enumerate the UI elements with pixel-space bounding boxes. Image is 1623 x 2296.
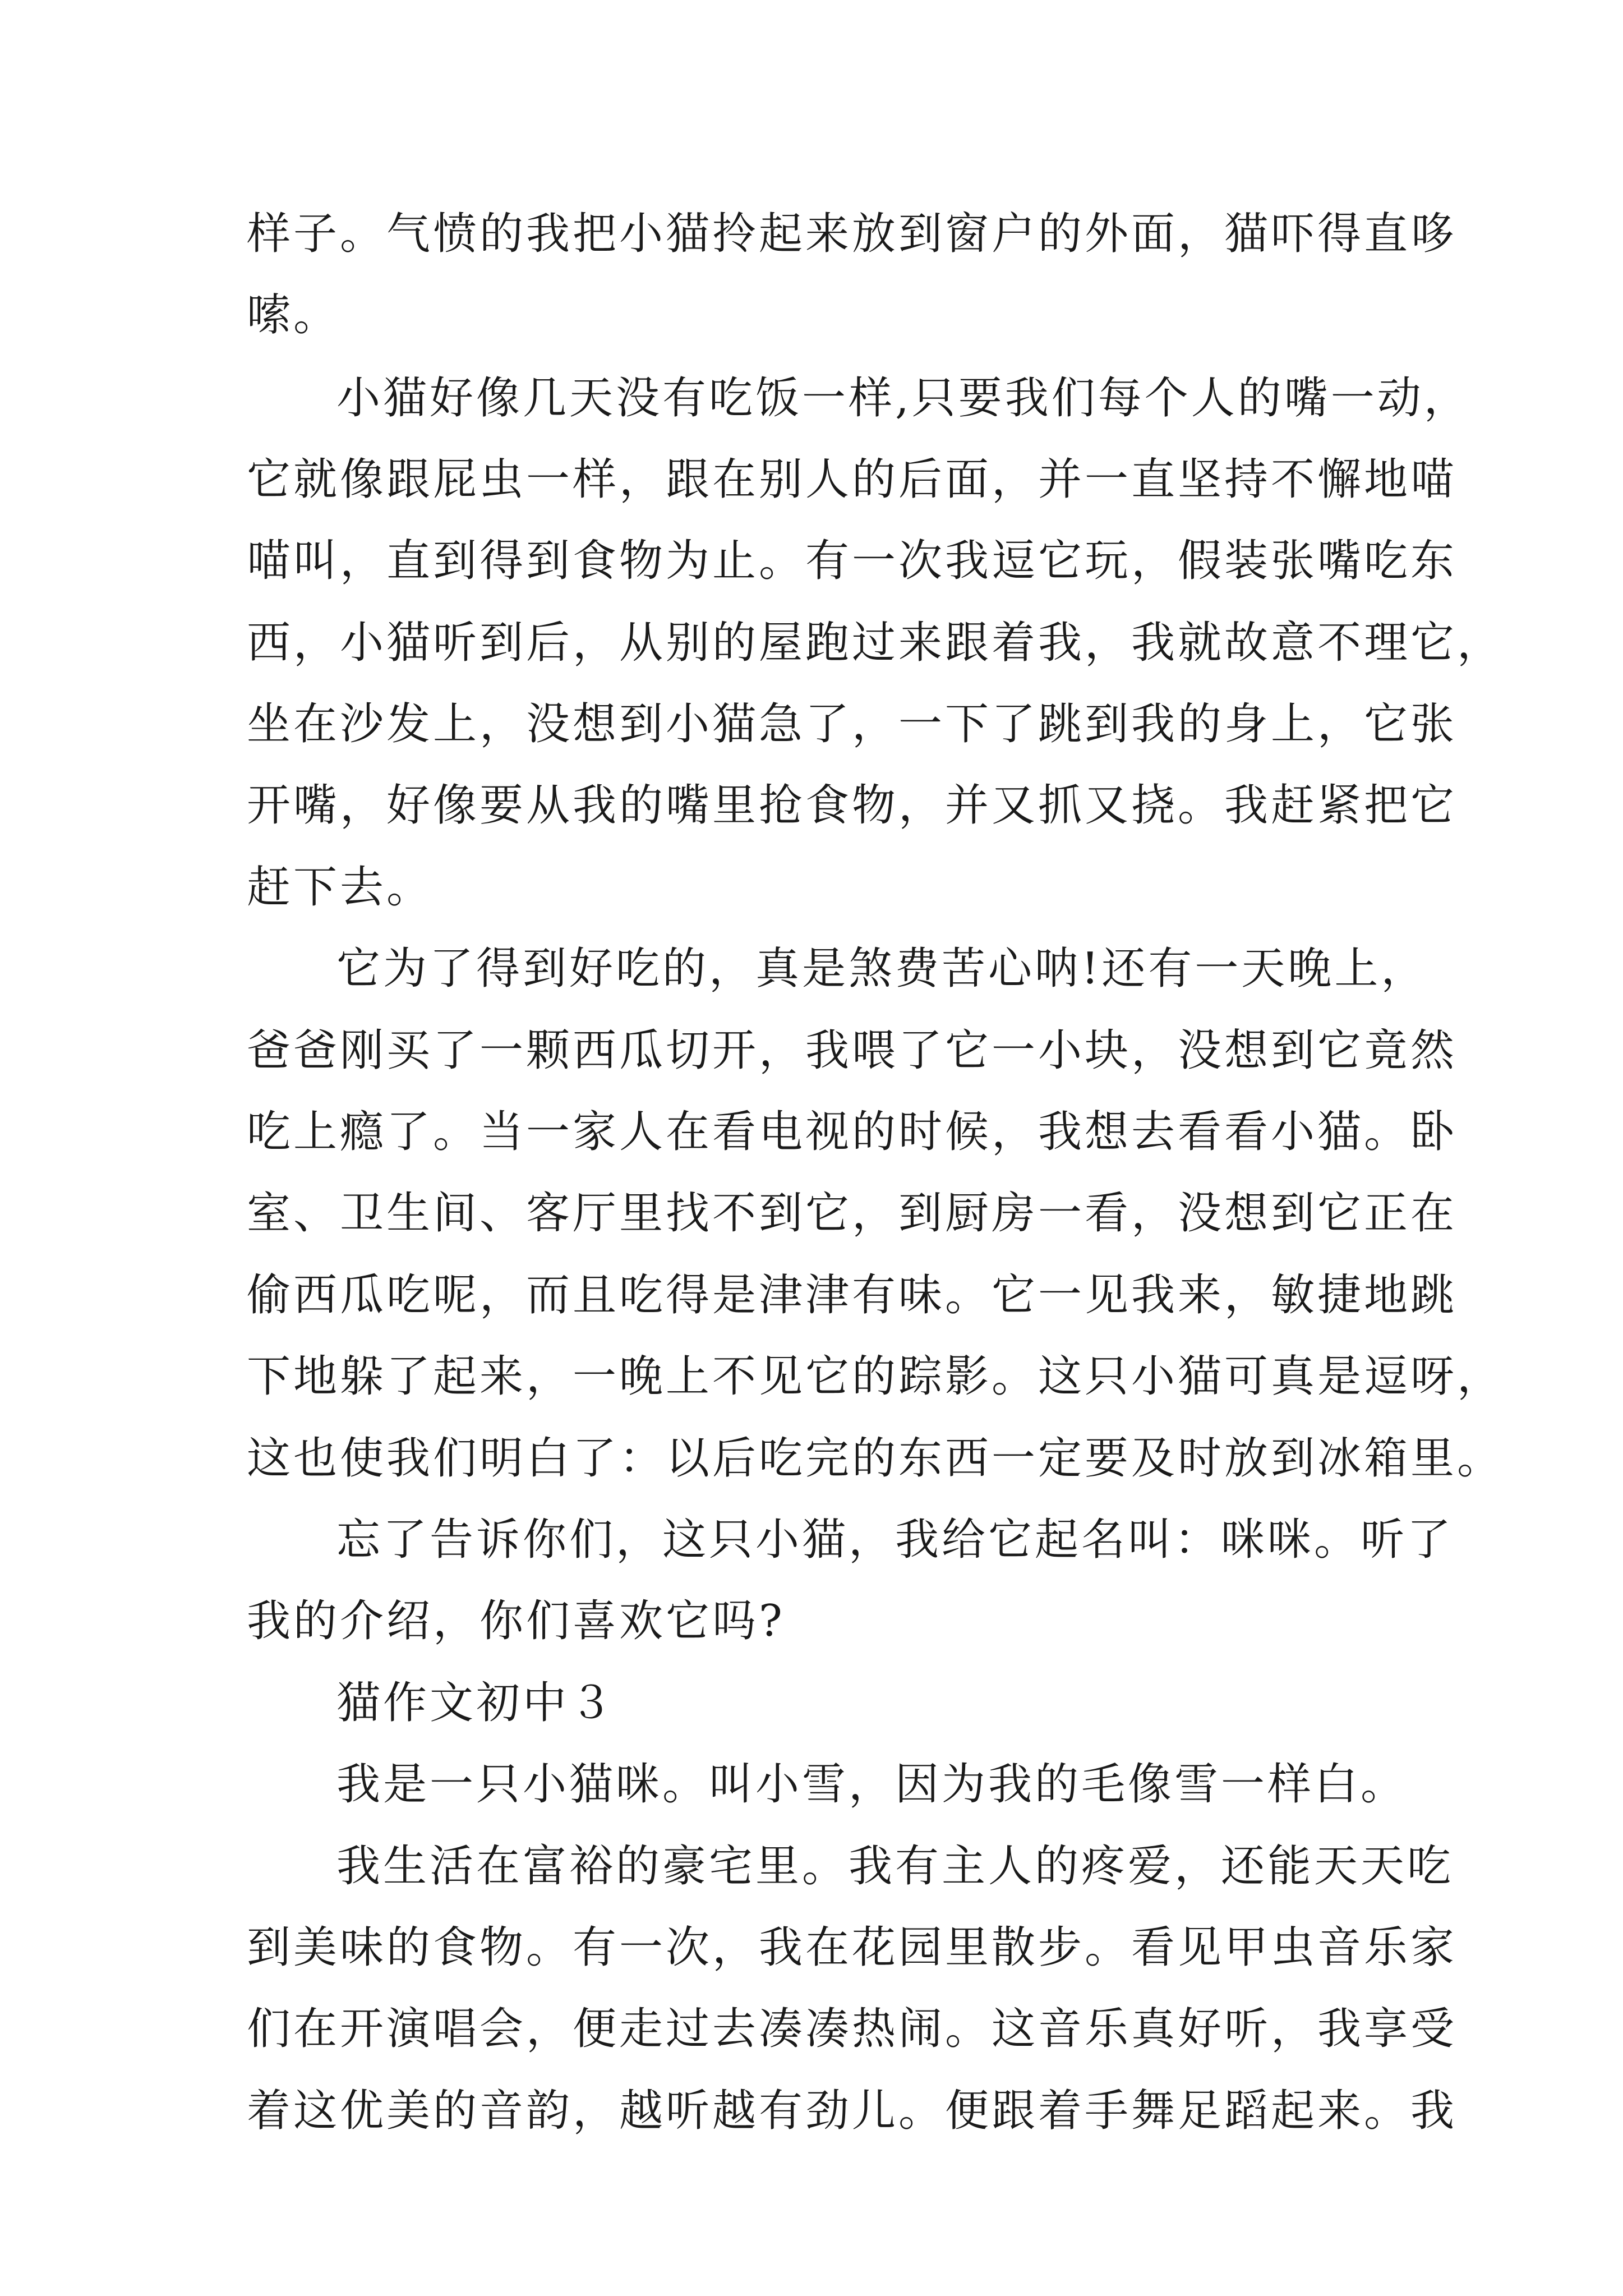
paragraph-start-line: 它为了得到好吃的，真是煞费苦心呐!还有一天晚上， [336,944,1428,994]
section-heading: 猫作文初中３ [336,1678,616,1728]
paragraph-start-line: 我是一只小猫咪。叫小雪，因为我的毛像雪一样白。 [336,1759,1408,1810]
paragraph-start-line: 忘了告诉你们，这只小猫，我给它起名叫：咪咪。听了 [336,1515,1454,1565]
text-line: 它就像跟屁虫一样，跟在别人的后面，并一直坚持不懈地喵 [247,454,1458,505]
text-line: 着这优美的音韵，越听越有劲儿。便跟着手舞足蹈起来。我 [247,2086,1458,2136]
text-line: 吃上瘾了。当一家人在看电视的时候，我想去看看小猫。卧 [247,1107,1458,1157]
text-line: 西，小猫听到后，从别的屋跑过来跟着我，我就故意不理它， [247,618,1504,668]
text-line: 样子。气愤的我把小猫拎起来放到窗户的外面，猫吓得直哆 [247,209,1458,259]
text-line: 喵叫，直到得到食物为止。有一次我逗它玩，假装张嘴吃东 [247,536,1458,586]
text-line: 坐在沙发上，没想到小猫急了，一下了跳到我的身上，它张 [247,699,1458,749]
text-line: 我的介绍，你们喜欢它吗? [247,1596,785,1646]
text-line: 室、卫生间、客厅里找不到它，到厨房一看，没想到它正在 [247,1188,1458,1239]
paragraph-start-line: 我生活在富裕的豪宅里。我有主人的疼爱，还能天天吃 [336,1841,1454,1892]
text-line: 嗦。 [247,290,340,341]
text-line: 这也使我们明白了：以后吃完的东西一定要及时放到冰箱里。 [247,1433,1504,1484]
text-line: 偷西瓜吃呢，而且吃得是津津有味。它一见我来，敏捷地跳 [247,1270,1458,1320]
text-line: 到美味的食物。有一次，我在花园里散步。看见甲虫音乐家 [247,1922,1458,1973]
text-line: 们在开演唱会，便走过去凑凑热闹。这音乐真好听，我享受 [247,2004,1458,2054]
paragraph-start-line: 小猫好像几天没有吃饭一样,只要我们每个人的嘴一动， [336,373,1470,424]
text-line: 赶下去。 [247,862,434,913]
text-line: 下地躲了起来，一晚上不见它的踪影。这只小猫可真是逗呀， [247,1351,1504,1402]
text-line: 开嘴，好像要从我的嘴里抢食物，并又抓又挠。我赶紧把它 [247,780,1458,831]
text-line: 爸爸刚买了一颗西瓜切开，我喂了它一小块，没想到它竟然 [247,1025,1458,1076]
